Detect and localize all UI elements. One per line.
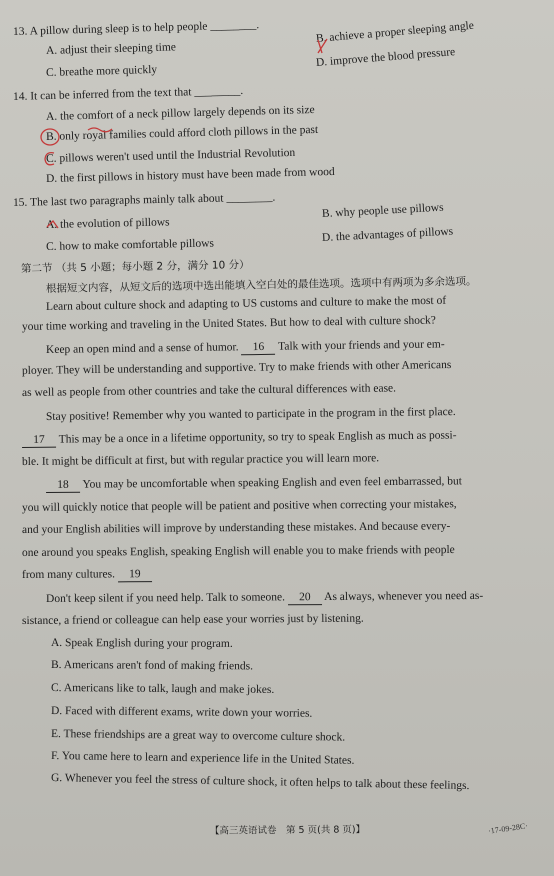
question-15-stem: 15. The last two paragraphs mainly talk about ________. [12, 191, 276, 209]
q14-option-c: C. pillows weren't used until the Industrial Revolution [45, 146, 296, 165]
q13-option-c: C. breathe more quickly [45, 63, 158, 79]
question-13-stem: 13. A pillow during sleep is to help people ________. [12, 19, 260, 38]
passage-line-9: 18 You may be uncomfortable when speaking English and even feel embarrassed, but [46, 474, 462, 493]
q14-option-b: B. only royal families could afford cloth pillows in the past [45, 123, 319, 143]
blank-18: 18 [46, 478, 80, 493]
choice-e: E. These friendships are a great way to overcome culture shock. [50, 728, 346, 744]
passage-line-13: from many cultures. 19 [22, 567, 152, 583]
choice-d: D. Faced with different exams, write down your worries. [50, 705, 313, 720]
q15-a-mark [47, 221, 58, 228]
passage-line-6: Stay positive! Remember why you wanted to participate in the program in the first place. [45, 405, 456, 423]
q14-strike-mark [88, 128, 112, 132]
choice-a: A. Speak English during your program. [50, 637, 233, 650]
passage-line-1: Learn about culture shock and adapting to US customs and culture to make the most of [45, 294, 447, 313]
blank-17: 17 [22, 433, 56, 448]
section-instruction: 根据短文内容，从短文后的选项中选出能填入空白处的最佳选项。选项中有两项为多余选项。 [45, 275, 477, 295]
print-code: ·17-09-28C· [487, 821, 529, 836]
passage-line-11: and your English abilities will improve by understanding these mistakes. And because every- [21, 520, 451, 536]
q13-option-d: D. improve the blood pressure [315, 46, 456, 69]
passage-line-4: ployer. They will be understanding and supportive. Try to make friends with other Americans [21, 359, 452, 377]
q13-option-b: B. achieve a proper sleeping angle [315, 19, 475, 45]
q15-option-d: D. the advantages of pillows [321, 225, 454, 244]
passage-line-5: as well as people from other countries and take the cultural differences with ease. [21, 382, 397, 399]
q15-option-c: C. how to make comfortable pillows [45, 237, 215, 253]
choice-b: B. Americans aren't fond of making friends. [50, 659, 254, 673]
passage-line-14: Don't keep silent if you need help. Talk to someone. 20 As always, whenever you need as- [45, 589, 484, 605]
choice-f: F. You came here to learn and experience life in the United States. [50, 750, 355, 767]
q14-circle-mark [41, 129, 59, 145]
q15-option-b: B. why people use pillows [321, 201, 444, 220]
q14-option-a: A. the comfort of a neck pillow largely depends on its size [45, 103, 315, 123]
page-footer: 【高三英语试卷 第 5 页(共 8 页)】 [209, 824, 366, 837]
blank-19: 19 [118, 567, 152, 582]
passage-line-10: you will quickly notice that people will be patient and positive when correcting your mistakes, [21, 498, 457, 514]
q14-option-d: D. the first pillows in history must have been made from wood [45, 165, 335, 185]
blank-16: 16 [241, 340, 275, 355]
passage-line-2: your time working and traveling in the United States. But how to deal with culture shock? [21, 314, 436, 333]
passage-line-8: ble. It might be difficult at first, but with regular practice you will learn more. [21, 452, 380, 468]
section-heading: 第二节 （共 5 小题；每小题 2 分，满分 10 分） [20, 259, 250, 275]
q15-option-a: A. the evolution of pillows [45, 216, 170, 231]
q13-check-mark [318, 39, 327, 53]
passage-line-3: Keep an open mind and a sense of humor. 16 Talk with your friends and your em- [45, 338, 445, 356]
choice-c: C. Americans like to talk, laugh and make jokes. [50, 682, 275, 696]
question-14-stem: 14. It can be inferred from the text that ________. [12, 84, 244, 103]
q13-option-a: A. adjust their sleeping time [45, 41, 177, 57]
passage-line-15: sistance, a friend or colleague can help ease your worries just by listening. [21, 612, 364, 627]
q14-c-mark [45, 153, 54, 165]
choice-g: G. Whenever you feel the stress of culture shock, it often helps to talk about these feelings. [50, 772, 470, 793]
passage-line-12: one around you speaks English, speaking English will enable you to make friends with people [21, 543, 455, 559]
passage-line-7: 17 This may be a once in a lifetime opportunity, so try to speak English as much as possi- [22, 428, 457, 448]
blank-20: 20 [288, 590, 322, 605]
